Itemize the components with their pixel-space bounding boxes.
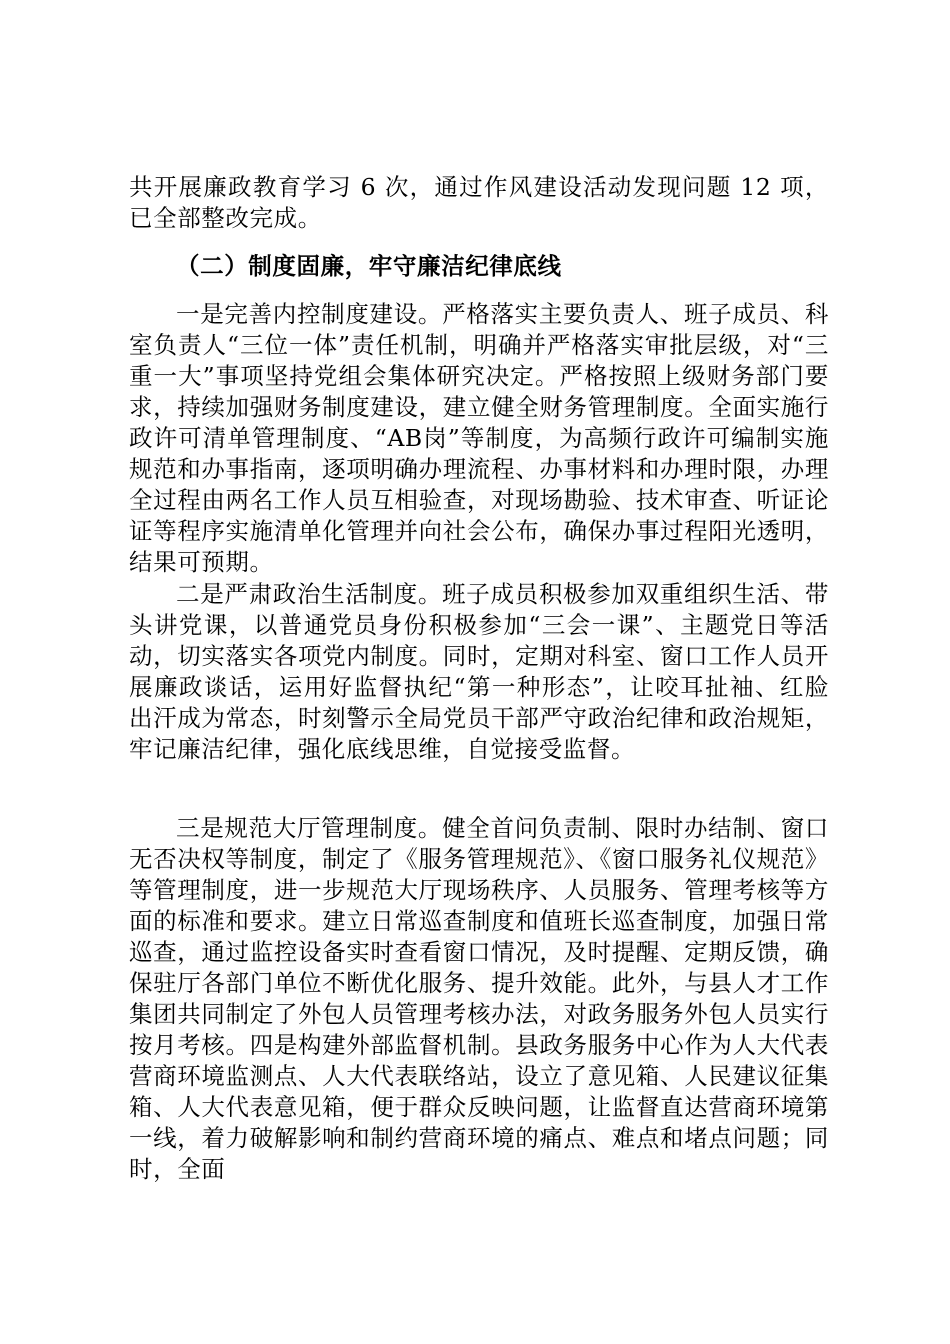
paragraph-hall-management: 三是规范大厅管理制度。健全首问负责制、限时办结制、窗口无否决权等制度，制定了《服务管理规范》、《窗口服务礼仪规范》等管理制度，进一步规范大厅现场秩序、人员服务、管理考核等方面的标准和要求。建立日常巡查制度和值班长巡查制度，加强日常巡查，通过监控设备实时查看窗口情况，及时提醒、定期反馈，确保驻厅各部门单位不断优化服务、提升效能。此外，与县人才工作集团共同制定了外包人员管理考核办法，对政务服务外包人员实行按月考核。四是构建外部监督机制。县政务服务中心作为人大代表营商环境监测点、人大代表联络站，设立了意见箱、人民建议征集箱、人大代表意见箱，便于群众反映问题，让监督直达营商环境第一线，着力破解影响和制约营商环境的痛点、难点和堵点问题；同时，全面 — [129, 814, 829, 1183]
paragraph-internal-control: 一是完善内控制度建设。严格落实主要负责人、班子成员、科室负责人“三位一体”责任机制，明确并严格落实审批层级，对“三重一大”事项坚持党组会集体研究决定。严格按照上级财务部门要求，持续加强财务制度建设，建立健全财务管理制度。全面实施行政许可清单管理制度、“AB岗”等制度，为高频行政许可编制实施规范和办事指南，逐项明确办理流程、办事材料和办理时限，办理全过程由两名工作人员互相验查，对现场勘验、技术审查、听证论证等程序实施清单化管理并向社会公布，确保办事过程阳光透明，结果可预期。 — [129, 300, 829, 576]
paragraph-continuation: 共开展廉政教育学习 6 次，通过作风建设活动发现问题 12 项，已全部整改完成。 — [129, 173, 829, 232]
paragraph-political-life: 二是严肃政治生活制度。班子成员积极参加双重组织生活、带头讲党课，以普通党员身份积极参加“三会一课”、主题党日等活动，切实落实各项党内制度。同时，定期对科室、窗口工作人员开展廉政谈话，运用好监督执纪“第一种形态”，让咬耳扯袖、红脸出汗成为常态，时刻警示全局党员干部严守政治纪律和政治规矩，牢记廉洁纪律，强化底线思维，自觉接受监督。 — [129, 580, 829, 763]
section-heading: （二）制度固廉，牢守廉洁纪律底线 — [176, 252, 562, 280]
